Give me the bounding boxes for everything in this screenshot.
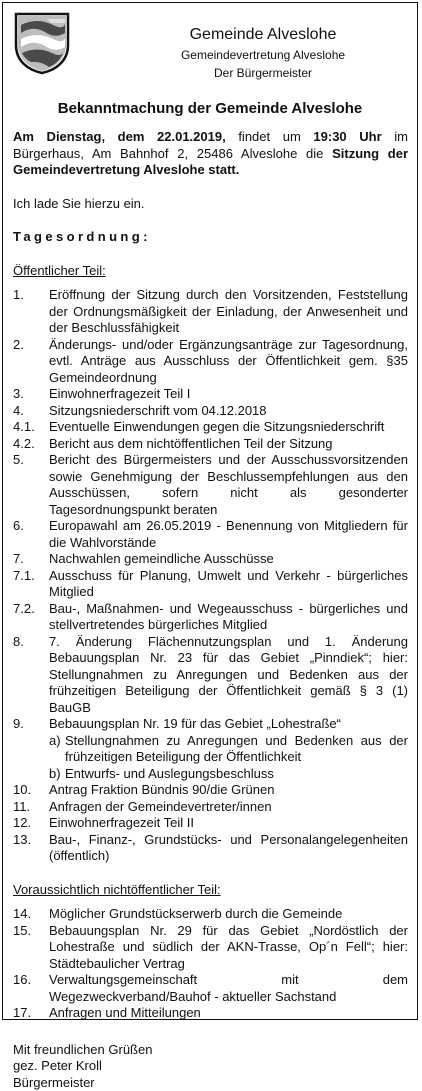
agenda-item-text: Bebauungsplan Nr. 19 für das Gebiet „Lohestraße“ [49,716,408,733]
agenda-item [13,799,408,816]
agenda-item-text: 7. Änderung Flächennutzungsplan und 1. Änderung Bebauungsplan Nr. 23 für das Gebiet „Pinndiek“; hier: Stellungnahmen zu Anregungen und Bedenken aus der frühzeitigen Beteiligung der Öffentlichkeit gemäß § 3 (1) BauGB [49,634,408,717]
agenda-item-text: Einwohnerfragezeit Teil II [49,815,408,832]
agenda-item-content [49,906,408,923]
agenda-item-number: 8. [13,634,49,651]
public-agenda-list [13,287,408,865]
agenda-item-text: Verwaltungsgemeinschaft mit dem Wegezweckverband/Bauhof - aktueller Sachstand [49,972,408,1005]
intro-text-1: findet um [226,129,314,144]
signature-name: gez. Peter Kroll [13,1058,408,1075]
agenda-item-content [49,923,408,973]
agenda-item-text: Einwohnerfragezeit Teil I [49,386,408,403]
agenda-item-text: Antrag Fraktion Bündnis 90/die Grünen [49,782,408,799]
agenda-item-number: 7.2. [13,601,49,618]
agenda-item [13,634,408,717]
municipality-name: Gemeinde Alveslohe [138,25,388,45]
agenda-item [13,337,408,387]
agenda-item-content [49,551,408,568]
agenda-item-text: Bebauungsplan Nr. 29 für das Gebiet „Nordöstlich der Lohestraße und südlich der AKN-Trasse, Op´n Fell“; hier: Städtebaulicher Vertrag [49,923,408,973]
agenda-item-number: 17. [13,1005,49,1022]
agenda-item-number: 3. [13,386,49,403]
agenda-item-content [49,972,408,1005]
agenda-item-text: Europawahl am 26.05.2019 - Benennung von Mitgliedern für die Wahlvorstände [49,518,408,551]
agenda-heading: Tagesordnung: [13,229,408,246]
closing-block [13,1042,408,1091]
agenda-item [13,452,408,518]
agenda-item-text: Sitzungsniederschrift vom 04.12.2018 [49,403,408,420]
municipal-coat-of-arms-icon [13,11,71,75]
signature-role: Bürgermeister [13,1075,408,1091]
meeting-intro [13,129,408,179]
agenda-item-number: 6. [13,518,49,535]
agenda-item-content [49,716,408,782]
agenda-item [13,923,408,973]
agenda-item [13,906,408,923]
agenda-item-text: Eventuelle Einwendungen gegen die Sitzungsniederschrift [49,419,408,436]
agenda-item-content [49,782,408,799]
agenda-item-content [49,799,408,816]
agenda-item [13,403,408,420]
agenda-item-number: 10. [13,782,49,799]
agenda-item-number: 11. [13,799,49,816]
nonpublic-agenda-list [13,906,408,1022]
agenda-item-content [49,386,408,403]
council-name: Gemeindevertretung Alveslohe [138,47,388,63]
agenda-item [13,419,408,436]
agenda-item-number: 4.1. [13,419,49,436]
agenda-subitem-label: b) [49,766,65,783]
agenda-item-text: Bericht aus dem nichtöffentlichen Teil der Sitzung [49,436,408,453]
agenda-item-text: Möglicher Grundstückserwerb durch die Gemeinde [49,906,408,923]
agenda-item [13,972,408,1005]
meeting-date: Am Dienstag, dem 22.01.2019, [13,129,226,144]
agenda-subitem-label: a) [49,733,65,766]
agenda-item-number: 4.2. [13,436,49,453]
mayor-office: Der Bürgermeister [138,65,388,81]
agenda-item-number: 7. [13,551,49,568]
agenda-item-number: 1. [13,287,49,304]
agenda-item-content [49,568,408,601]
agenda-item [13,832,408,865]
agenda-subitem [49,733,408,766]
agenda-item-number: 14. [13,906,49,923]
agenda-item [13,601,408,634]
meeting-name: Sitzung der Gemeindevertretung Alveslohe statt. [13,146,408,178]
agenda-item-content [49,601,408,634]
meeting-location: im Bürgerhaus, Am Bahnhof 2, 25486 Alveslohe die [13,129,408,161]
agenda-item-text: Änderungs- und/oder Ergänzungsanträge zur Tagesordnung, evtl. Anträge aus Ausschluss der Öffentlichkeit gem. §35 Gemeindeordnung [49,337,408,387]
letterhead [3,3,417,95]
page-title: Bekanntmachung der Gemeinde Alveslohe [13,99,407,119]
agenda-item-number: 16. [13,972,49,989]
agenda-item-text: Bau-, Finanz-, Grundstücks- und Personalangelegenheiten (öffentlich) [49,832,408,865]
agenda-item-content [49,403,408,420]
agenda-item [13,1005,408,1022]
agenda-item-content [49,518,408,551]
agenda-item-number: 7.1. [13,568,49,585]
agenda-item-content [49,815,408,832]
invitation-text: Ich lade Sie hierzu ein. [13,196,408,213]
agenda-item-number: 12. [13,815,49,832]
agenda-item-content [49,634,408,717]
agenda-item-text: Anfragen und Mitteilungen [49,1005,408,1022]
agenda-item-text: Bau-, Maßnahmen- und Wegeausschuss - bürgerliches und stellvertretendes bürgerliches Mitglied [49,601,408,634]
agenda-item-text: Nachwahlen gemeindliche Ausschüsse [49,551,408,568]
public-section-heading: Öffentlicher Teil: [13,263,408,280]
agenda-item-number: 13. [13,832,49,849]
agenda-item-content [49,287,408,337]
agenda-item-text: Bericht des Bürgermeisters und der Ausschussvorsitzenden sowie Genehmigung der Beschlussempfehlungen aus den Ausschüssen, sofern nicht als gesonderter Tagesordnungspunkt beraten [49,452,408,518]
agenda-item-content [49,337,408,387]
agenda-item-text: Anfragen der Gemeindevertreter/innen [49,799,408,816]
agenda-item [13,815,408,832]
agenda-item-content [49,832,408,865]
agenda-subitem [49,766,408,783]
closing-greeting: Mit freundlichen Grüßen [13,1042,408,1059]
agenda-item [13,782,408,799]
agenda-item [13,716,408,782]
nonpublic-section-heading: Voraussichtlich nichtöffentlicher Teil: [13,882,408,899]
agenda-item-number: 9. [13,716,49,733]
agenda-item-number: 4. [13,403,49,420]
meeting-time: 19:30 Uhr [313,129,381,144]
announcement-page [2,2,418,1020]
agenda-item-number: 2. [13,337,49,354]
agenda-subitem-text: Stellungnahmen zu Anregungen und Bedenken aus der frühzeitigen Beteiligung der Öffentlichkeit [65,733,408,766]
agenda-item [13,518,408,551]
announcement-body [13,129,408,1091]
agenda-item-text: Eröffnung der Sitzung durch den Vorsitzenden, Feststellung der Ordnungsmäßigkeit der Einladung, der Anwesenheit und der Beschlussfähigkeit [49,287,408,337]
agenda-item-number: 5. [13,452,49,469]
agenda-item-number: 15. [13,923,49,940]
agenda-item [13,436,408,453]
agenda-subitem-text: Entwurfs- und Auslegungsbeschluss [65,766,408,783]
agenda-item [13,568,408,601]
agenda-item [13,287,408,337]
agenda-item-content [49,452,408,518]
agenda-item [13,386,408,403]
agenda-item [13,551,408,568]
agenda-item-content [49,1005,408,1022]
agenda-item-text: Ausschuss für Planung, Umwelt und Verkehr - bürgerliches Mitglied [49,568,408,601]
agenda-item-content [49,419,408,436]
agenda-item-content [49,436,408,453]
